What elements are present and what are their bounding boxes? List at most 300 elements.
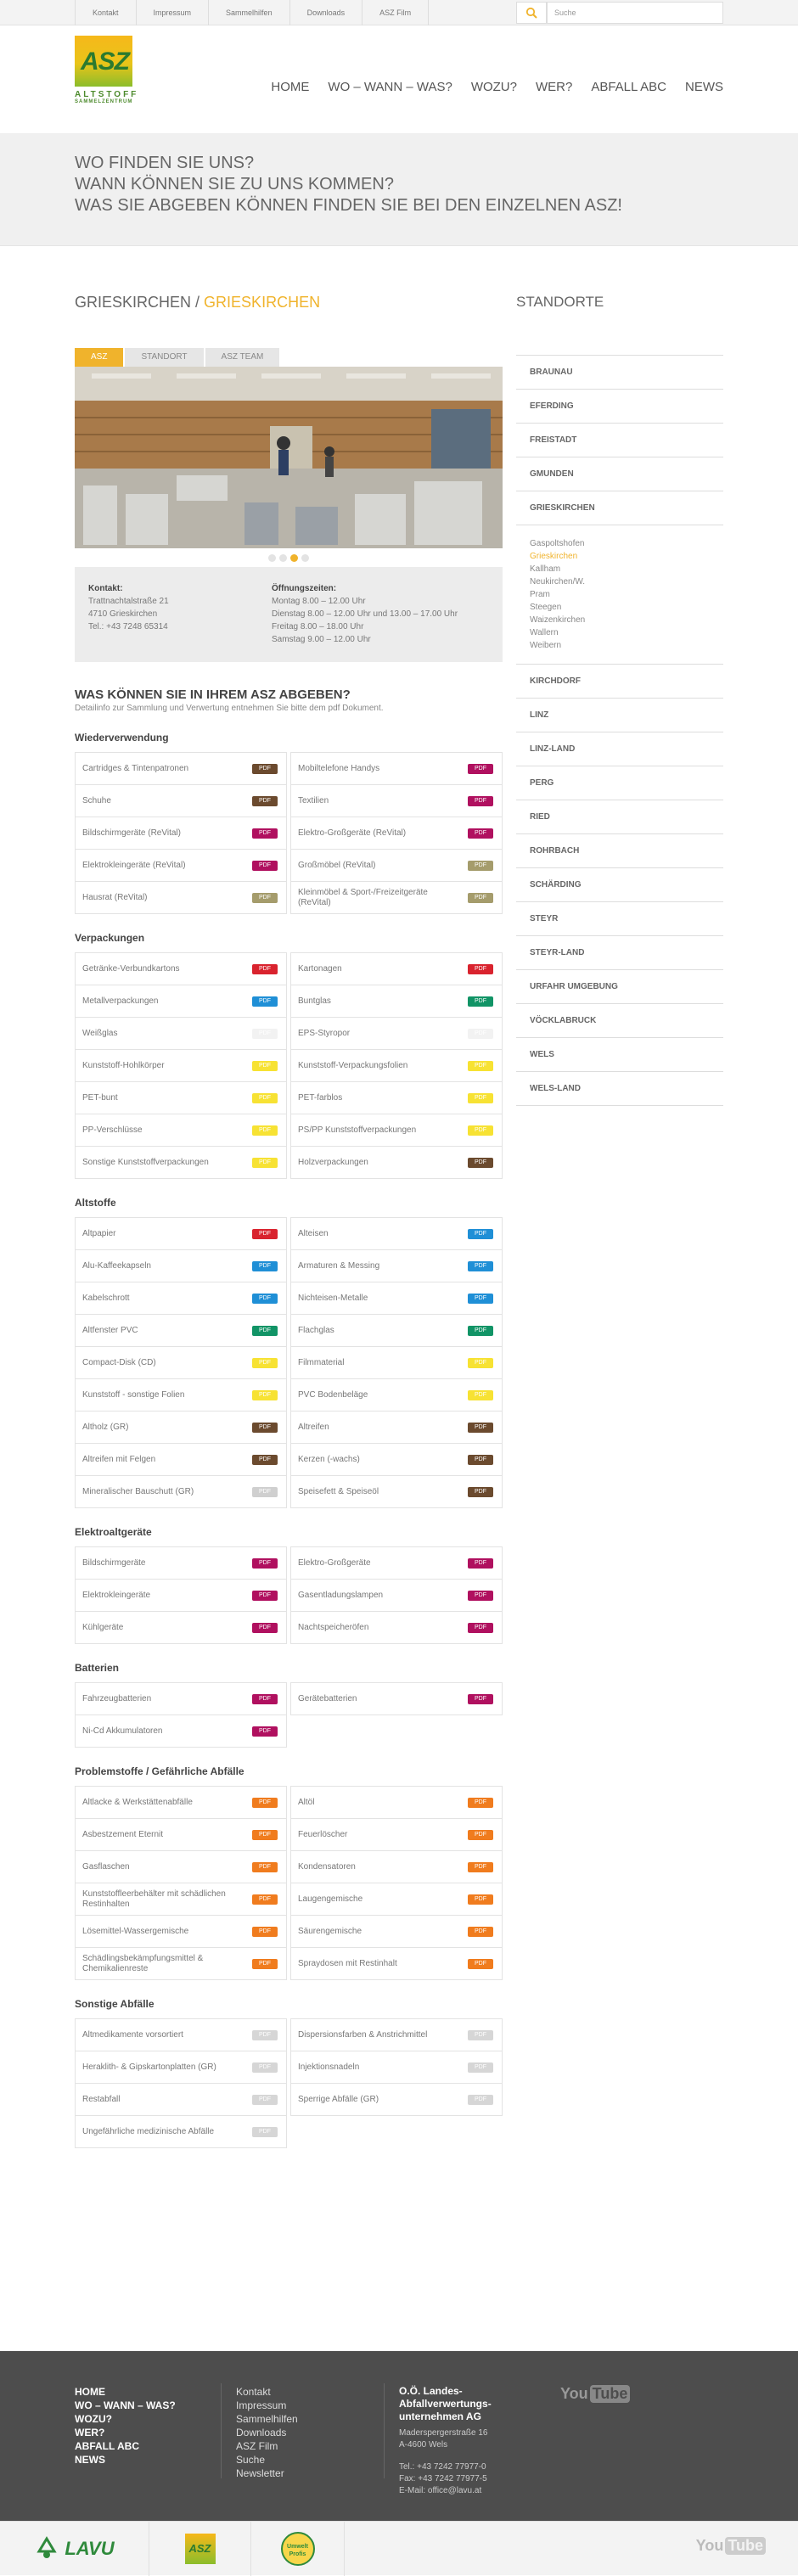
pdf-icon[interactable]: PDF bbox=[468, 1487, 493, 1497]
search-icon bbox=[525, 7, 537, 19]
footer-link[interactable]: Downloads bbox=[236, 2427, 287, 2439]
footer-link[interactable]: ASZ Film bbox=[236, 2440, 278, 2452]
waste-item-label: Kunststoff-Verpackungsfolien bbox=[298, 1060, 408, 1070]
waste-item-label: PVC Bodenbeläge bbox=[298, 1389, 368, 1400]
waste-item-label: Kabelschrott bbox=[82, 1293, 130, 1303]
waste-item[interactable] bbox=[290, 1146, 503, 1179]
pdf-icon[interactable]: PDF bbox=[468, 1294, 493, 1304]
pdf-icon[interactable]: PDF bbox=[468, 964, 493, 974]
waste-item-label: Mobiltelefone Handys bbox=[298, 763, 380, 773]
sidebar-subitem[interactable]: Steegen bbox=[530, 603, 562, 612]
footer-nav-item[interactable]: WO – WANN – WAS? bbox=[75, 2399, 176, 2411]
contact-box bbox=[75, 567, 503, 662]
pdf-icon[interactable]: PDF bbox=[252, 964, 278, 974]
pdf-icon[interactable]: PDF bbox=[468, 1061, 493, 1071]
nav-item[interactable]: NEWS bbox=[685, 80, 723, 94]
footer-divider bbox=[384, 2383, 385, 2478]
waste-item[interactable] bbox=[290, 1850, 503, 1883]
waste-item[interactable] bbox=[290, 849, 503, 882]
youtube-bottom-you: You bbox=[695, 2537, 724, 2554]
waste-item[interactable] bbox=[75, 1411, 287, 1444]
waste-item[interactable] bbox=[75, 1611, 287, 1644]
waste-item-label: Ungefährliche medizinische Abfälle bbox=[82, 2126, 215, 2136]
nav-item[interactable]: ABFALL ABC bbox=[591, 80, 666, 94]
waste-item[interactable] bbox=[75, 1081, 287, 1114]
sidebar-item[interactable]: EFERDING bbox=[516, 390, 723, 424]
pdf-icon[interactable]: PDF bbox=[252, 996, 278, 1007]
pdf-icon[interactable]: PDF bbox=[468, 1125, 493, 1136]
waste-item[interactable] bbox=[290, 1818, 503, 1851]
waste-item[interactable] bbox=[290, 1081, 503, 1114]
footer-nav bbox=[75, 2385, 176, 2467]
search-button[interactable] bbox=[516, 2, 547, 24]
category-grid bbox=[75, 752, 503, 913]
logo-mark-text: ASZ bbox=[81, 48, 129, 76]
waste-item[interactable] bbox=[290, 1915, 503, 1948]
waste-item-label: Gerätebatterien bbox=[298, 1693, 357, 1703]
sidebar-item[interactable]: SCHÄRDING bbox=[516, 868, 723, 902]
waste-item[interactable] bbox=[75, 2018, 287, 2051]
waste-item[interactable] bbox=[290, 1786, 503, 1819]
waste-item-label: Flachglas bbox=[298, 1325, 334, 1335]
pdf-icon[interactable]: PDF bbox=[468, 796, 493, 806]
main-column bbox=[75, 294, 503, 2147]
waste-item-label: Dispersionsfarben & Anstrichmittel bbox=[298, 2029, 428, 2040]
sidebar-item[interactable]: ROHRBACH bbox=[516, 834, 723, 868]
waste-item[interactable] bbox=[290, 1114, 503, 1147]
waste-item-label: Speisefett & Speiseöl bbox=[298, 1486, 379, 1496]
waste-item[interactable] bbox=[75, 1546, 287, 1580]
hero-line: WO FINDEN SIE UNS? bbox=[75, 154, 255, 172]
waste-item[interactable] bbox=[290, 1282, 503, 1315]
waste-item[interactable] bbox=[75, 752, 287, 785]
waste-item[interactable] bbox=[75, 985, 287, 1018]
pdf-icon[interactable]: PDF bbox=[252, 1558, 278, 1569]
waste-item-label: Großmöbel (ReVital) bbox=[298, 860, 376, 870]
sidebar-subitem[interactable]: Pram bbox=[530, 590, 550, 599]
category-title: Sonstige Abfälle bbox=[75, 1998, 155, 2010]
section-title: WAS KÖNNEN SIE IN IHREM ASZ ABGEBEN? bbox=[75, 687, 351, 702]
waste-item[interactable] bbox=[290, 1546, 503, 1580]
pdf-icon[interactable]: PDF bbox=[252, 2030, 278, 2040]
top-links bbox=[75, 0, 429, 25]
waste-item-label: Injektionsnadeln bbox=[298, 2062, 360, 2072]
top-link[interactable]: Sammelhilfen bbox=[209, 0, 290, 25]
sidebar-item[interactable]: STEYR bbox=[516, 902, 723, 936]
pdf-icon[interactable]: PDF bbox=[468, 1326, 493, 1336]
waste-item[interactable] bbox=[75, 1715, 287, 1748]
location-list bbox=[516, 355, 723, 1106]
waste-item[interactable] bbox=[75, 1786, 287, 1819]
pdf-icon[interactable]: PDF bbox=[252, 1261, 278, 1271]
hours-lines bbox=[272, 595, 458, 646]
contact-info bbox=[88, 582, 272, 647]
sidebar-subitem[interactable]: Weibern bbox=[530, 641, 562, 650]
location-town: GRIESKIRCHEN bbox=[204, 294, 321, 311]
pdf-icon[interactable]: PDF bbox=[468, 1423, 493, 1433]
partner-lavu[interactable] bbox=[0, 2522, 149, 2576]
pdf-icon[interactable]: PDF bbox=[252, 2095, 278, 2105]
waste-item[interactable] bbox=[290, 1049, 503, 1082]
pdf-icon[interactable]: PDF bbox=[468, 2062, 493, 2073]
pdf-icon[interactable]: PDF bbox=[468, 1623, 493, 1633]
waste-item[interactable] bbox=[75, 2051, 287, 2084]
sidebar-item[interactable]: LINZ bbox=[516, 699, 723, 732]
footer-link[interactable]: Suche bbox=[236, 2454, 266, 2466]
waste-item[interactable] bbox=[75, 1818, 287, 1851]
waste-item[interactable] bbox=[75, 1883, 287, 1916]
search-input[interactable]: Suche bbox=[547, 2, 723, 24]
footer-contact-line: Tel.: +43 7242 77977-0 bbox=[399, 2462, 486, 2472]
waste-item[interactable] bbox=[290, 1611, 503, 1644]
location-title bbox=[75, 294, 503, 314]
pdf-icon[interactable]: PDF bbox=[252, 1798, 278, 1808]
sidebar-subitem[interactable]: Waizenkirchen bbox=[530, 615, 586, 625]
logo-mark bbox=[75, 36, 132, 87]
sidebar-item[interactable]: VÖCKLABRUCK bbox=[516, 1004, 723, 1038]
sidebar-subitem[interactable]: Kallham bbox=[530, 564, 561, 574]
waste-item[interactable] bbox=[290, 752, 503, 785]
pdf-icon[interactable]: PDF bbox=[468, 893, 493, 903]
pdf-icon[interactable]: PDF bbox=[468, 1093, 493, 1103]
sidebar bbox=[516, 294, 723, 1106]
footer-nav-item[interactable]: WOZU? bbox=[75, 2413, 112, 2425]
pdf-icon[interactable]: PDF bbox=[252, 1623, 278, 1633]
waste-item[interactable] bbox=[290, 2083, 503, 2116]
footer-contact-line: Fax: +43 7242 77977-5 bbox=[399, 2474, 487, 2483]
waste-item[interactable] bbox=[290, 2018, 503, 2051]
pdf-icon[interactable]: PDF bbox=[468, 1390, 493, 1400]
pdf-icon[interactable]: PDF bbox=[252, 2127, 278, 2137]
waste-item-label: Compact-Disk (CD) bbox=[82, 1357, 156, 1367]
contact-line: 4710 Grieskirchen bbox=[88, 609, 158, 619]
photo-illustration bbox=[75, 367, 503, 548]
waste-item-label: EPS-Styropor bbox=[298, 1028, 351, 1038]
pdf-icon[interactable]: PDF bbox=[252, 1927, 278, 1937]
sidebar-item[interactable]: STEYR-LAND bbox=[516, 936, 723, 970]
waste-item[interactable] bbox=[75, 1579, 287, 1612]
logo-line1: ALTSTOFF bbox=[75, 90, 139, 99]
carousel-dots bbox=[75, 548, 503, 567]
pdf-icon[interactable]: PDF bbox=[252, 1358, 278, 1368]
waste-item[interactable] bbox=[290, 1475, 503, 1508]
category-title: Altstoffe bbox=[75, 1197, 116, 1209]
waste-item-label: Heraklith- & Gipskartonplatten (GR) bbox=[82, 2062, 216, 2072]
pdf-icon[interactable]: PDF bbox=[252, 828, 278, 839]
top-link[interactable]: Downloads bbox=[290, 0, 363, 25]
waste-item[interactable] bbox=[290, 1411, 503, 1444]
footer-address bbox=[399, 2427, 488, 2497]
section-subtitle: Detailinfo zur Sammlung und Verwertung entnehmen Sie bitte dem pdf Dokument. bbox=[75, 704, 384, 713]
waste-item[interactable] bbox=[75, 1217, 287, 1250]
waste-item-label: Altholz (GR) bbox=[82, 1422, 129, 1432]
waste-item-label: Feuerlöscher bbox=[298, 1829, 348, 1839]
waste-item[interactable] bbox=[290, 1378, 503, 1411]
hero-line: WAS SIE ABGEBEN KÖNNEN FINDEN SIE BEI DEN EINZELNEN ASZ! bbox=[75, 196, 622, 215]
waste-item[interactable] bbox=[290, 1947, 503, 1980]
pdf-icon[interactable]: PDF bbox=[252, 2062, 278, 2073]
waste-item[interactable] bbox=[75, 2115, 287, 2148]
waste-item-label: Altreifen mit Felgen bbox=[82, 1454, 156, 1464]
waste-item[interactable] bbox=[290, 784, 503, 817]
waste-item-label: Alu-Kaffeekapseln bbox=[82, 1260, 151, 1271]
waste-item-label: Kühlgeräte bbox=[82, 1622, 124, 1632]
waste-item[interactable] bbox=[75, 1314, 287, 1347]
pdf-icon[interactable]: PDF bbox=[252, 1726, 278, 1737]
pdf-icon[interactable]: PDF bbox=[468, 2095, 493, 2105]
category-title: Verpackungen bbox=[75, 932, 145, 944]
waste-item[interactable] bbox=[75, 1378, 287, 1411]
partner-bar bbox=[0, 2521, 798, 2575]
waste-item-label: Ni-Cd Akkumulatoren bbox=[82, 1726, 163, 1736]
nav-item[interactable]: WER? bbox=[535, 80, 573, 94]
sidebar-sublist bbox=[516, 525, 723, 665]
waste-item[interactable] bbox=[290, 1579, 503, 1612]
footer-link[interactable]: Impressum bbox=[236, 2399, 287, 2411]
pdf-icon[interactable]: PDF bbox=[468, 1558, 493, 1569]
asz-logo[interactable] bbox=[75, 36, 139, 112]
pdf-icon[interactable]: PDF bbox=[468, 1029, 493, 1039]
waste-item-label: Mineralischer Bauschutt (GR) bbox=[82, 1486, 194, 1496]
waste-item-label: Altlacke & Werkstättenabfälle bbox=[82, 1797, 193, 1807]
pdf-icon[interactable]: PDF bbox=[468, 1358, 493, 1368]
sidebar-item[interactable]: KIRCHDORF bbox=[516, 665, 723, 699]
pdf-icon[interactable]: PDF bbox=[468, 1959, 493, 1969]
pdf-icon[interactable]: PDF bbox=[252, 1390, 278, 1400]
pdf-icon[interactable]: PDF bbox=[252, 1959, 278, 1969]
pdf-icon[interactable]: PDF bbox=[252, 861, 278, 871]
waste-item-label: Spraydosen mit Restinhalt bbox=[298, 1958, 397, 1968]
waste-item-label: Gasentladungslampen bbox=[298, 1590, 384, 1600]
nav-item[interactable]: HOME bbox=[271, 80, 310, 94]
sidebar-subitem[interactable]: Gaspoltshofen bbox=[530, 539, 585, 548]
waste-item[interactable] bbox=[75, 1346, 287, 1379]
waste-item[interactable] bbox=[75, 1282, 287, 1315]
waste-item[interactable] bbox=[290, 1249, 503, 1282]
pdf-icon[interactable]: PDF bbox=[468, 1158, 493, 1168]
carousel-dot-active[interactable] bbox=[290, 554, 298, 562]
pdf-icon[interactable]: PDF bbox=[252, 1591, 278, 1601]
waste-item-label: Asbestzement Eternit bbox=[82, 1829, 164, 1839]
nav-item[interactable]: WO – WANN – WAS? bbox=[328, 80, 452, 94]
carousel-dot[interactable] bbox=[301, 554, 309, 562]
waste-item[interactable] bbox=[75, 1114, 287, 1147]
footer-nav-item[interactable]: ABFALL ABC bbox=[75, 2440, 139, 2452]
pdf-icon[interactable]: PDF bbox=[468, 1798, 493, 1808]
pdf-icon[interactable]: PDF bbox=[252, 1229, 278, 1239]
waste-item[interactable] bbox=[75, 849, 287, 882]
sidebar-item[interactable]: BRAUNAU bbox=[516, 356, 723, 390]
pdf-icon[interactable]: PDF bbox=[252, 1326, 278, 1336]
category-grid bbox=[75, 952, 503, 1178]
waste-item[interactable] bbox=[75, 1682, 287, 1715]
waste-item-label: Schuhe bbox=[82, 795, 111, 805]
pdf-icon[interactable]: PDF bbox=[468, 1261, 493, 1271]
pdf-icon[interactable]: PDF bbox=[252, 764, 278, 774]
contact-lines bbox=[88, 595, 272, 633]
sidebar-item[interactable]: LINZ-LAND bbox=[516, 732, 723, 766]
waste-item[interactable] bbox=[290, 952, 503, 985]
category-grid bbox=[75, 1682, 503, 1747]
waste-item[interactable] bbox=[290, 1682, 503, 1715]
waste-item[interactable] bbox=[75, 1017, 287, 1050]
waste-item[interactable] bbox=[75, 2083, 287, 2116]
sidebar-subitem[interactable]: Grieskirchen bbox=[530, 552, 578, 561]
top-bar bbox=[0, 0, 798, 25]
category-grid bbox=[75, 2018, 503, 2147]
hero-line: WANN KÖNNEN SIE ZU UNS KOMMEN? bbox=[75, 175, 394, 194]
waste-item[interactable] bbox=[75, 952, 287, 985]
waste-item-label: Kerzen (-wachs) bbox=[298, 1454, 360, 1464]
contact-line: Trattnachtalstraße 21 bbox=[88, 597, 169, 606]
waste-item[interactable] bbox=[75, 1443, 287, 1476]
pdf-icon[interactable]: PDF bbox=[468, 764, 493, 774]
waste-item[interactable] bbox=[290, 1443, 503, 1476]
pdf-icon[interactable]: PDF bbox=[252, 1894, 278, 1905]
waste-item-label: PET-farblos bbox=[298, 1092, 343, 1103]
pdf-icon[interactable]: PDF bbox=[252, 1487, 278, 1497]
sidebar-item[interactable]: WELS-LAND bbox=[516, 1072, 723, 1106]
waste-item-label: Kondensatoren bbox=[298, 1861, 356, 1872]
sidebar-item[interactable]: GRIESKIRCHEN bbox=[516, 491, 723, 525]
youtube-bottom-logo[interactable] bbox=[696, 2537, 766, 2555]
waste-item-label: Sperrige Abfälle (GR) bbox=[298, 2094, 379, 2104]
pdf-icon[interactable]: PDF bbox=[252, 1061, 278, 1071]
waste-item-label: Altpapier bbox=[82, 1228, 116, 1238]
pdf-icon[interactable]: PDF bbox=[252, 1158, 278, 1168]
pdf-icon[interactable]: PDF bbox=[468, 2030, 493, 2040]
waste-item[interactable] bbox=[290, 1217, 503, 1250]
footer-link[interactable]: Kontakt bbox=[236, 2386, 271, 2398]
category-grid bbox=[75, 1546, 503, 1643]
pdf-icon[interactable]: PDF bbox=[468, 1894, 493, 1905]
waste-item-label: Sonstige Kunststoffverpackungen bbox=[82, 1157, 209, 1167]
asz-logo-small: ASZ bbox=[185, 2534, 216, 2564]
waste-item-label: Elektrokleingeräte (ReVital) bbox=[82, 860, 186, 870]
waste-item-label: Armaturen & Messing bbox=[298, 1260, 380, 1271]
footer-link[interactable]: Sammelhilfen bbox=[236, 2413, 298, 2425]
nav-item[interactable]: WOZU? bbox=[470, 80, 517, 94]
waste-item[interactable] bbox=[75, 817, 287, 850]
location-photo bbox=[75, 367, 503, 548]
sidebar-subitem[interactable]: Neukirchen/W. bbox=[530, 577, 586, 586]
pdf-icon[interactable]: PDF bbox=[468, 828, 493, 839]
pdf-icon[interactable]: PDF bbox=[468, 996, 493, 1007]
pdf-icon[interactable]: PDF bbox=[468, 1862, 493, 1872]
pdf-icon[interactable]: PDF bbox=[252, 1125, 278, 1136]
waste-item-label: Kleinmöbel & Sport-/Freizeitgeräte (ReVital) bbox=[298, 887, 428, 907]
waste-item-label: Kunststoff-Hohlkörper bbox=[82, 1060, 165, 1070]
sidebar-item[interactable]: FREISTADT bbox=[516, 424, 723, 457]
waste-item[interactable] bbox=[75, 881, 287, 914]
waste-item-label: Holzverpackungen bbox=[298, 1157, 368, 1167]
partner-umweltprofis[interactable] bbox=[251, 2522, 345, 2576]
carousel-dot[interactable] bbox=[279, 554, 287, 562]
footer-link[interactable]: Newsletter bbox=[236, 2467, 284, 2479]
waste-item[interactable] bbox=[290, 1883, 503, 1916]
pdf-icon[interactable]: PDF bbox=[468, 1229, 493, 1239]
partner-asz[interactable] bbox=[149, 2522, 251, 2576]
sidebar-item[interactable]: URFAHR UMGEBUNG bbox=[516, 970, 723, 1004]
waste-item-label: Lösemittel-Wassergemische bbox=[82, 1926, 189, 1936]
tab-asz-team[interactable]: ASZ TEAM bbox=[205, 348, 280, 367]
waste-item[interactable] bbox=[290, 1017, 503, 1050]
pdf-icon[interactable]: PDF bbox=[252, 796, 278, 806]
waste-item[interactable] bbox=[290, 2051, 503, 2084]
waste-item-label: Metallverpackungen bbox=[82, 996, 159, 1006]
waste-item[interactable] bbox=[290, 817, 503, 850]
pdf-icon[interactable]: PDF bbox=[468, 1927, 493, 1937]
sidebar-item[interactable]: PERG bbox=[516, 766, 723, 800]
youtube-link[interactable] bbox=[560, 2385, 630, 2403]
pdf-icon[interactable]: PDF bbox=[252, 1455, 278, 1465]
waste-item[interactable] bbox=[75, 1947, 287, 1980]
footer-address-line: A-4600 Wels bbox=[399, 2440, 448, 2450]
waste-item-label: Altöl bbox=[298, 1797, 315, 1807]
waste-item[interactable] bbox=[75, 1915, 287, 1948]
carousel-dot[interactable] bbox=[268, 554, 276, 562]
pdf-icon[interactable]: PDF bbox=[252, 1029, 278, 1039]
waste-item-label: Elektro-Großgeräte (ReVital) bbox=[298, 828, 407, 838]
top-link[interactable]: ASZ Film bbox=[362, 0, 429, 25]
pdf-icon[interactable]: PDF bbox=[468, 1591, 493, 1601]
pdf-icon[interactable]: PDF bbox=[252, 1423, 278, 1433]
waste-item[interactable] bbox=[75, 1146, 287, 1179]
top-link[interactable]: Kontakt bbox=[75, 0, 137, 25]
pdf-icon[interactable]: PDF bbox=[468, 1830, 493, 1840]
waste-item-label: Restabfall bbox=[82, 2094, 121, 2104]
waste-item[interactable] bbox=[75, 1850, 287, 1883]
category-title: Batterien bbox=[75, 1662, 120, 1674]
waste-item-label: Elektrokleingeräte bbox=[82, 1590, 151, 1600]
waste-item[interactable] bbox=[290, 985, 503, 1018]
waste-item[interactable] bbox=[290, 881, 503, 914]
waste-item[interactable] bbox=[290, 1314, 503, 1347]
waste-item-label: PP-Verschlüsse bbox=[82, 1125, 143, 1135]
top-link[interactable]: Impressum bbox=[137, 0, 210, 25]
waste-item[interactable] bbox=[75, 784, 287, 817]
pdf-icon[interactable]: PDF bbox=[468, 1694, 493, 1704]
waste-item[interactable] bbox=[290, 1346, 503, 1379]
footer-nav-item[interactable]: WER? bbox=[75, 2427, 105, 2439]
footer-nav-item[interactable]: NEWS bbox=[75, 2454, 105, 2466]
hours-line: Freitag 8.00 – 18.00 Uhr bbox=[272, 622, 364, 631]
sidebar-item[interactable]: GMUNDEN bbox=[516, 457, 723, 491]
waste-item-label: Cartridges & Tintenpatronen bbox=[82, 763, 189, 773]
pdf-icon[interactable]: PDF bbox=[252, 1862, 278, 1872]
pdf-icon[interactable]: PDF bbox=[468, 1455, 493, 1465]
location-district: GRIESKIRCHEN / bbox=[75, 294, 200, 311]
waste-item[interactable] bbox=[75, 1049, 287, 1082]
pdf-icon[interactable]: PDF bbox=[468, 861, 493, 871]
pdf-icon[interactable]: PDF bbox=[252, 893, 278, 903]
logo-line2: SAMMELZENTRUM bbox=[75, 99, 133, 104]
sidebar-item[interactable]: RIED bbox=[516, 800, 723, 834]
tab-asz[interactable]: ASZ bbox=[75, 348, 123, 367]
waste-item[interactable] bbox=[75, 1475, 287, 1508]
sidebar-item[interactable]: WELS bbox=[516, 1038, 723, 1072]
footer-nav-item[interactable]: HOME bbox=[75, 2386, 105, 2398]
waste-item-label: Bildschirmgeräte bbox=[82, 1557, 146, 1568]
pdf-icon[interactable]: PDF bbox=[252, 1294, 278, 1304]
pdf-icon[interactable]: PDF bbox=[252, 1093, 278, 1103]
tab-standort[interactable]: STANDORT bbox=[125, 348, 203, 367]
pdf-icon[interactable]: PDF bbox=[252, 1694, 278, 1704]
category-title: Problemstoffe / Gefährliche Abfälle bbox=[75, 1765, 244, 1777]
pdf-icon[interactable]: PDF bbox=[252, 1830, 278, 1840]
waste-item[interactable] bbox=[75, 1249, 287, 1282]
sidebar-subitem[interactable]: Wallern bbox=[530, 628, 559, 637]
